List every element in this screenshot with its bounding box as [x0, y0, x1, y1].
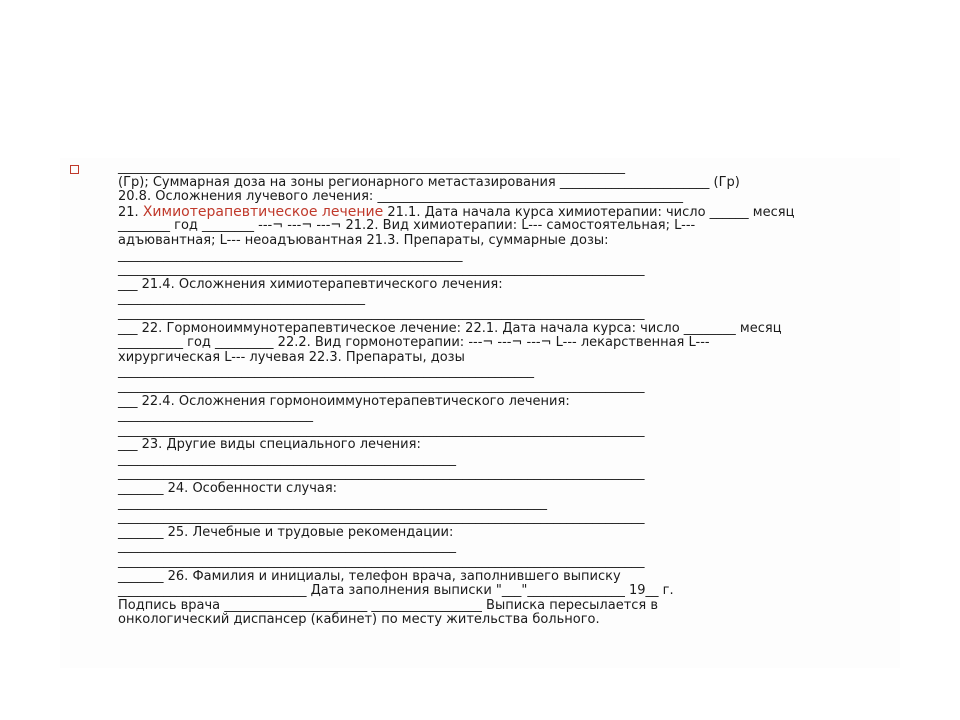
text-line: адъювантная; L--- неоадъювантная 21.3. Препараты, суммарные дозы:: [118, 232, 609, 248]
text-line: ____________________________________________________: [118, 539, 456, 555]
text-line: ___ 21.4. Осложнения химиотерапевтического лечения:: [118, 276, 503, 292]
text-line: онкологический диспансер (кабинет) по месту жительства больного.: [118, 612, 600, 628]
text-line: ___ 22. Гормоноиммунотерапевтическое лечение: 22.1. Дата начала курса: число ________ месяц: [118, 320, 782, 336]
text-line: _________________________________________________________________________________: [118, 262, 645, 278]
text-line: _______ 24. Особенности случая:: [118, 481, 338, 497]
text-line: _________________________________________________________________________________: [118, 554, 645, 570]
text-line: (Гр); Суммарная доза на зоны регионарного метастазирования _______________________ (Гр): [118, 174, 740, 190]
text-line: _________________________________________________________________________________: [118, 305, 645, 321]
text-line: ________ год ________ ---¬ ---¬ ---¬ 21.2. Вид химиотерапии: L--- самостоятельная; L---: [118, 218, 696, 234]
text-line: ______________________________________: [118, 291, 365, 307]
text-line: Подпись врача ______________________ _________________ Выписка пересылается в: [118, 597, 659, 613]
text-line: __________________________________________________________________: [118, 495, 547, 511]
section-heading-chemotherapy: Химиотерапевтическое лечение: [142, 203, 384, 220]
text-line: _________________________________________________________________________________: [118, 510, 645, 526]
text-line: хирургическая L--- лучевая 22.3. Препараты, дозы: [118, 349, 465, 365]
text-line: ______________________________________________________________________________: [118, 160, 625, 175]
text-line: __________ год _________ 22.2. Вид гормонотерапии: ---¬ ---¬ ---¬ L--- лекарственная L---: [118, 335, 710, 351]
text-line: ______________________________: [118, 408, 313, 424]
section-text: 21.1. Дата начала курса химиотерапии: число ______ месяц: [387, 204, 795, 220]
text-line: _________________________________________________________________________________: [118, 378, 645, 394]
text-line: _________________________________________________________________________________: [118, 422, 645, 438]
text-line: ____________________________________________________: [118, 451, 456, 467]
text-line: _______ 25. Лечебные и трудовые рекомендации:: [118, 524, 454, 540]
text-line: ________________________________________________________________: [118, 364, 534, 380]
text-line: ___ 22.4. Осложнения гормоноиммунотерапевтического лечения:: [118, 393, 570, 409]
text-line: 20.8. Осложнения лучевого лечения: _______________________________________________: [118, 189, 683, 205]
text-line: _____________________________________________________: [118, 247, 463, 263]
discharge-form-text: [118, 161, 890, 628]
section-number: 21.: [118, 204, 139, 220]
square-bullet-icon: [70, 165, 79, 174]
text-line-section-21: [118, 205, 890, 220]
text-line: ___ 23. Другие виды специального лечения:: [118, 437, 421, 453]
text-line: _______ 26. Фамилия и инициалы, телефон врача, заполнившего выписку: [118, 568, 621, 584]
text-line: _________________________________________________________________________________: [118, 466, 645, 482]
text-line: _____________________________ Дата заполнения выписки "___"_______________ 19__ г.: [118, 583, 674, 599]
